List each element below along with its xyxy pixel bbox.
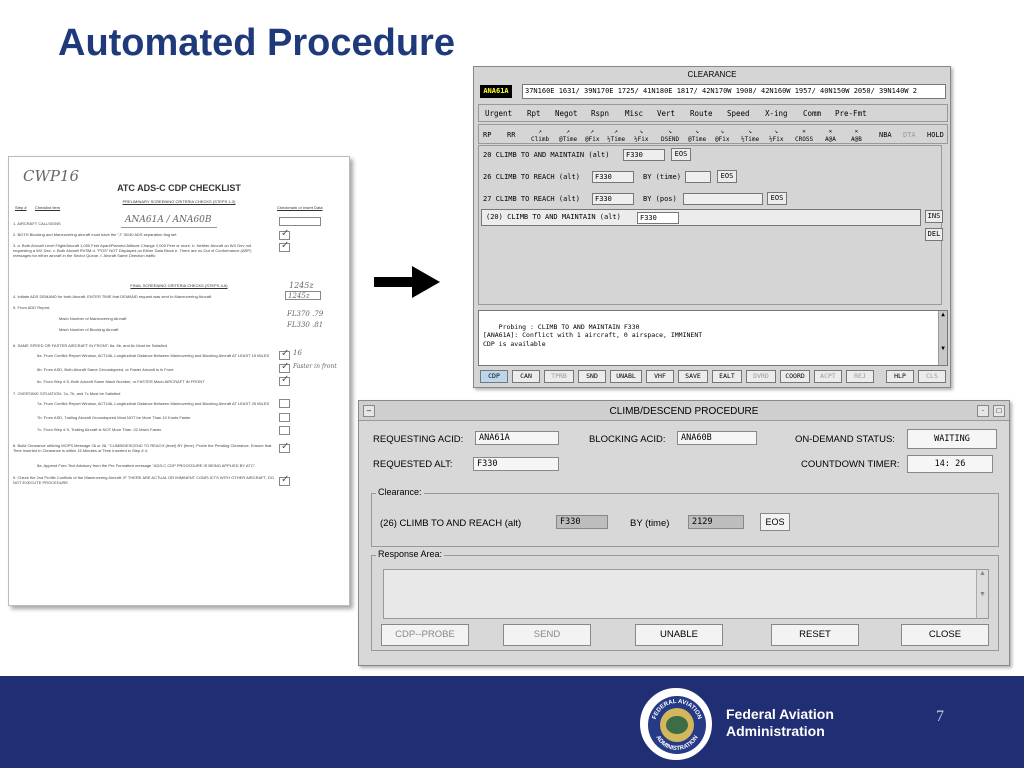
clearance-message-scrollbar[interactable] — [938, 311, 947, 365]
clearance-group-label: Clearance: — [378, 487, 422, 497]
checklist-row-7c: 7c. From Step # 5, Trailing Aircraft is NOT More Than .02 Mach Faster — [37, 427, 162, 432]
checklist-col-step: Step # — [15, 205, 27, 210]
clearance-row-26-label: 26 CLIMB TO REACH (alt) — [483, 173, 580, 181]
checklist-checkbox — [279, 477, 290, 486]
menu-prefmt[interactable]: Pre-Fmt — [835, 109, 867, 118]
menu-speed[interactable]: Speed — [727, 109, 750, 118]
climb-at-time-icon[interactable]: ↗ @Time — [559, 128, 578, 143]
clearance-row-20-eos[interactable]: EOS — [671, 148, 691, 161]
requesting-acid-field[interactable]: ANA61A — [475, 431, 559, 445]
checklist-image — [8, 156, 350, 606]
clearance-text: (26) CLIMB TO AND REACH (alt) — [380, 518, 522, 529]
seal-core — [660, 708, 694, 742]
cdp-button[interactable]: CDP — [480, 370, 508, 383]
menu-xing[interactable]: X-ing — [765, 109, 788, 118]
clearance-menu-bar — [478, 104, 948, 122]
cdp-window — [358, 400, 1010, 666]
checklist-col-check: Checkmark or Insert Data — [277, 205, 323, 210]
descend-at-time-icon[interactable]: ↘ @Time — [688, 128, 707, 143]
scroll-down-icon[interactable]: ▼ — [979, 591, 986, 598]
menu-vert[interactable]: Vert — [657, 109, 676, 118]
can-button[interactable]: CAN — [512, 370, 540, 383]
response-area[interactable] — [383, 569, 989, 619]
menu-rpt[interactable]: Rpt — [527, 109, 541, 118]
checklist-row-6b: 6b. From ASD, Both Aircraft Same Groundspeed, or Faster Aircraft is in Front — [37, 367, 174, 372]
slide-title: Automated Procedure — [58, 22, 455, 64]
faa-name — [726, 706, 834, 740]
cls-button[interactable]: CLS — [918, 370, 946, 383]
dvrd-button[interactable]: DVRD — [746, 370, 776, 383]
rej-button[interactable]: REJ — [846, 370, 874, 383]
scroll-up-icon[interactable]: ▲ — [979, 570, 986, 577]
acpt-button[interactable]: ACPT — [814, 370, 842, 383]
checklist-row-7b: 7b. From ASD, Trailing Aircraft Groundspeed Must NOT be More Than 10 Knots Faster — [37, 415, 191, 420]
checklist-section-final: FINAL SCREENING CRITERIA CHECKS (STEPS 4-8) — [130, 283, 228, 288]
checklist-box — [279, 413, 290, 422]
descend-at-fix-icon[interactable]: ↘ @Fix — [715, 128, 730, 143]
checklist-section-preliminary: PRELIMINARY SCREENING CRITERIA CHECKS (STEPS 1-3) — [122, 199, 236, 204]
seal-ring — [648, 696, 706, 754]
scroll-up-icon[interactable]: ▲ — [941, 311, 945, 318]
unable-button[interactable]: UNABLE — [635, 624, 723, 646]
clearance-selected-alt[interactable]: F330 — [637, 212, 679, 224]
hlp-button[interactable]: HLP — [886, 370, 914, 383]
clearance-row-20-alt[interactable]: F330 — [623, 149, 665, 161]
checklist-checkbox — [279, 444, 290, 453]
checklist-hand-time: 1245z — [288, 292, 310, 300]
checklist-col-item: Checklist Item — [35, 205, 61, 210]
clearance-route-field[interactable]: 37N160E 1631/ 39N170E 1725/ 41N180E 1817/ 42N170W 1908/ 42N160W 1957/ 40N150W 2050/ 39N140W 2 — [522, 84, 946, 99]
menu-rspn[interactable]: Rspn — [591, 109, 610, 118]
checklist-row-6a: 6a. From Conflict Report Window, ACTUAL Longitudinal Distance Between Maneuvering and Blocking Aircraft AT LEAST 15 MILES — [37, 353, 270, 358]
cdp-eos-button[interactable]: EOS — [760, 513, 790, 531]
checklist-row-7a: 7a. From Conflict Report Window, ACTUAL Longitudinal Distance Between Maneuvering and Blocking Aircraft AT LEAST 25 MILES — [37, 401, 270, 406]
clearance-row-20-label: 20 CLIMB TO AND MAINTAIN (alt) — [483, 151, 610, 159]
faa-name-line2: Administration — [726, 723, 825, 739]
unabl-button[interactable]: UNABL — [610, 370, 642, 383]
on-demand-status-field: WAITING — [907, 429, 997, 449]
coord-button[interactable]: COORD — [780, 370, 810, 383]
checklist-line — [121, 227, 217, 228]
clearance-button-bar — [478, 370, 948, 384]
icon-dta[interactable]: DTA — [903, 131, 916, 139]
close-button[interactable]: CLOSE — [901, 624, 989, 646]
clearance-row-26-by: BY (time) — [643, 173, 681, 181]
icon-rp[interactable]: RP — [483, 131, 492, 139]
reset-button[interactable]: RESET — [771, 624, 859, 646]
menu-misc[interactable]: Misc — [625, 109, 644, 118]
checklist-box — [279, 426, 290, 435]
checklist-hand-distance: 16 — [293, 349, 302, 357]
arrow-shaft — [374, 277, 414, 287]
clearance-row-26-alt[interactable]: F330 — [592, 171, 634, 183]
scroll-down-icon[interactable]: ▼ — [941, 345, 945, 352]
by-time-label: BY (time) — [630, 518, 670, 529]
checklist-row-5a: Mach Number of Maneuvering Aircraft — [59, 316, 127, 321]
descend-by-fix-icon[interactable]: ↘ ½Fix — [769, 128, 784, 143]
response-scrollbar[interactable] — [976, 570, 988, 618]
by-time-field[interactable]: 2129 — [688, 515, 744, 529]
climb-by-time-icon[interactable]: ↗ ½Time — [607, 128, 626, 143]
page-number: 7 — [936, 708, 944, 725]
seal-bottom-text: ADMINISTRATION — [654, 734, 700, 753]
requested-alt-field[interactable]: F330 — [473, 457, 559, 471]
minimize-icon[interactable]: · — [977, 405, 989, 417]
icon-rr[interactable]: RR — [507, 131, 516, 139]
icon-hold[interactable]: HOLD — [927, 131, 944, 139]
globe-icon — [666, 716, 688, 734]
checklist-box — [279, 399, 290, 408]
descend-icon[interactable]: ↘ DSEND — [661, 128, 680, 143]
menu-negot[interactable]: Negot — [555, 109, 578, 118]
response-group-label: Response Area: — [378, 549, 443, 559]
clearance-acid-tag[interactable]: ANA61A — [480, 85, 512, 98]
menu-route[interactable]: Route — [690, 109, 713, 118]
checklist-row-4: 4. Initiate ADS DEMAND for both Aircraft. ENTER TIME that DEMAND request was sent to Maneuvering Aircraft — [13, 294, 212, 299]
footer-bar — [0, 676, 1024, 768]
clearance-row-27-label: 27 CLIMB TO REACH (alt) — [483, 195, 580, 203]
clearance-row-27-eos[interactable]: EOS — [767, 192, 787, 205]
clearance-row-26-time[interactable] — [685, 171, 711, 183]
countdown-timer-field: 14: 26 — [907, 455, 993, 473]
climb-icon[interactable]: ↗ Climb — [531, 128, 550, 143]
checklist-hand-mach-a: FL370 .79 — [287, 310, 324, 318]
clearance-icon-row — [478, 124, 948, 144]
cross-at-b-icon[interactable]: ✕ A@B — [851, 128, 862, 143]
clearance-row-26-eos[interactable]: EOS — [717, 170, 737, 183]
checklist-row-7: 7. OVERTAKE SITUATION: 7a, 7b, and 7c Must be Satisfied — [13, 391, 121, 396]
vhf-button[interactable]: VHF — [646, 370, 674, 383]
checklist-row-6c: 6c. From Step # 5, Both Aircraft Same Mach Number, or FASTER Mach AIRCRAFT IN FRONT — [37, 379, 205, 384]
checklist-row-8: 8. Build Clearance utilizing MOPS Message 26 or 28, "CLIMB/DESCEND TO REACH (level) BY (time). Probe the Pending Clearance. Ensure that Time Inserted in Clearance is within 15 Minutes of Time Inserted in Step # 4. — [13, 443, 272, 453]
checklist-row-6: 6. SAME SPEED OR FASTER AIRCRAFT IN FRONT: 6a, 6b, and 6c Must be Satisfied — [13, 343, 167, 348]
clearance-window — [473, 66, 951, 388]
checklist-row-5b: Mach Number of Blocking Aircraft — [59, 327, 119, 332]
cdp-title: CLIMB/DESCEND PROCEDURE — [609, 406, 759, 417]
clearance-message-area — [478, 310, 948, 366]
checklist-row-8a: 8a. Append Free-Text Advisory from the Pre Formatted message "ADS-C CDP PROCEDURE IS BEING APPLIED BY ATC". — [37, 463, 257, 468]
tprb-button[interactable]: TPRB — [544, 370, 574, 383]
checklist-box — [279, 217, 321, 226]
checklist-hand-callsigns: ANA61A / ANA60B — [125, 215, 212, 225]
checklist-handwritten-position: CWP16 — [23, 167, 80, 185]
blocking-acid-field[interactable]: ANA60B — [677, 431, 757, 445]
checklist-row-5: 5. From ADD Report, — [13, 305, 51, 310]
menu-comm[interactable]: Comm — [803, 109, 822, 118]
checklist-checkbox — [279, 243, 290, 252]
checklist-checkbox — [279, 377, 290, 386]
clearance-selected-label: (20) CLIMB TO AND MAINTAIN (alt) — [486, 213, 621, 221]
menu-urgent[interactable]: Urgent — [485, 109, 513, 118]
icon-nba[interactable]: NBA — [879, 131, 892, 139]
clearance-ins-button[interactable]: INS — [925, 210, 943, 223]
descend-by-time-icon[interactable]: ↘ ½Time — [741, 128, 760, 143]
cdp-titlebar — [359, 401, 1009, 421]
clearance-row-27-alt[interactable]: F330 — [592, 193, 634, 205]
clearance-row-27-pos[interactable] — [683, 193, 763, 205]
maximize-icon[interactable]: □ — [993, 405, 1005, 417]
send-button[interactable]: SEND — [503, 624, 591, 646]
requested-alt-label: REQUESTED ALT: — [373, 459, 453, 470]
checklist-title: ATC ADS-C CDP CHECKLIST — [117, 183, 241, 193]
blocking-acid-label: BLOCKING ACID: — [589, 434, 666, 445]
on-demand-status-label: ON-DEMAND STATUS: — [795, 434, 895, 445]
checklist-checkbox — [279, 231, 290, 240]
clearance-element-area — [478, 145, 942, 305]
ealt-button[interactable]: EALT — [712, 370, 742, 383]
checklist-row-2: 2. BOTH Blocking and Maneuvering aircraft must have the "J" 30/30 ADS separation flag set. — [13, 232, 178, 237]
checklist-row-1: 1. AIRCRAFT CALLSIGNS — [13, 221, 61, 226]
checklist-hand-mach-b: FL330 .81 — [287, 321, 324, 329]
requesting-acid-label: REQUESTING ACID: — [373, 434, 464, 445]
seal-top-text: FEDERAL AVIATION — [651, 698, 703, 721]
checklist-box — [285, 291, 321, 300]
cdp-probe-button[interactable]: CDP--PROBE — [381, 624, 469, 646]
cross-at-a-icon[interactable]: ✕ A@A — [825, 128, 836, 143]
checklist-hand-faster: Faster in front — [293, 363, 337, 370]
arrow-right-icon — [412, 266, 440, 298]
snd-button[interactable]: SND — [578, 370, 606, 383]
checklist-checkbox — [279, 364, 290, 373]
faa-seal-icon — [640, 688, 712, 760]
clearance-title: CLEARANCE — [687, 70, 737, 79]
checklist-row-3: 3. a. Both Aircraft Level Flight/Aircraft 1,000 Feet Apart/Planned Altitude Change 2,000 Feet or more. b. Neither Aircraft on WX Dev not requesting a WX Dev. c. Both Aircraft RVSM d. "POS" NOT Displayed on Either Data Block e. There are no Out of Conformance (ARP) messages for either aircraft in the Sector Queue. f. Aircraft Same Direction traffic — [13, 243, 252, 258]
clearance-alt-field[interactable]: F330 — [556, 515, 608, 529]
window-menu-icon[interactable]: – — [363, 405, 375, 417]
countdown-timer-label: COUNTDOWN TIMER: — [801, 459, 900, 470]
checklist-row-9: 9. Check the 2nd Profile Conflicts of the Maneuvering Aircraft. IF THERE ARE ACTUAL OR IMMINENT CONFLICTS WITH OTHER AIRCRAFT, DO NOT EXECUTE PROCEDURE — [13, 475, 274, 485]
cross-icon[interactable]: ✕ CROSS — [795, 128, 814, 143]
clearance-message-text: Probing : CLIMB TO AND MAINTAIN F330 [ANA61A]: Conflict with 1 aircraft, 0 airspace, IMMINENT CDP is available — [483, 322, 703, 348]
faa-name-line1: Federal Aviation — [726, 706, 834, 722]
checklist-hand-time-note: 1245z — [289, 281, 314, 290]
climb-by-fix-icon[interactable]: ↘ ½Fix — [634, 128, 649, 143]
clearance-row-27-by: BY (pos) — [643, 195, 677, 203]
climb-at-fix-icon[interactable]: ↗ @Fix — [585, 128, 600, 143]
clearance-group — [371, 487, 999, 547]
clearance-del-button[interactable]: DEL — [925, 228, 943, 241]
save-button[interactable]: SAVE — [678, 370, 708, 383]
clearance-selected-element[interactable] — [481, 209, 921, 226]
checklist-checkbox — [279, 351, 290, 360]
